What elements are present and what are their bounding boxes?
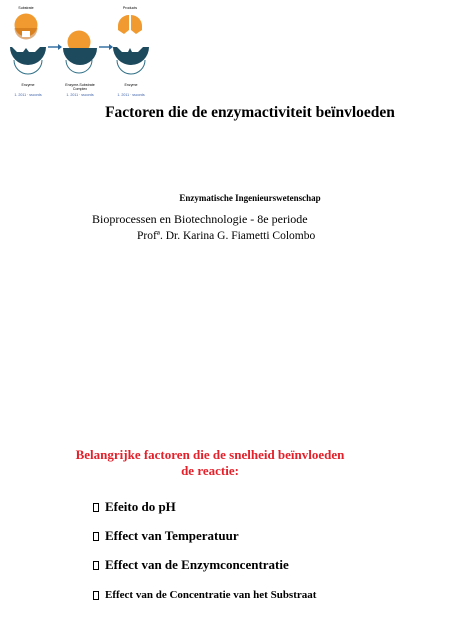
square-bullet-icon [93, 591, 99, 600]
factor-label: Effect van de Concentratie van het Substraat [105, 589, 317, 601]
enzyme-substrate-diagram [0, 0, 160, 104]
factor-item [93, 589, 316, 601]
stage-complex [63, 31, 97, 98]
label-enzyme-right: Enzyme [124, 83, 138, 87]
label-substrate: Substrate [18, 6, 34, 10]
label-enzyme-left: Enzyme [21, 83, 35, 87]
stage-substrate [15, 6, 38, 40]
square-bullet-icon [93, 532, 99, 541]
arrow-right-icon [48, 44, 62, 50]
stage-enzyme-left [10, 47, 46, 97]
factors-heading-line1: Belangrijke factoren die de snelheid beïnvloeden [75, 447, 345, 462]
enzyme-shape [113, 47, 149, 65]
factor-label: Effect van de Enzymconcentratie [105, 557, 289, 572]
factor-label: Efeito do pH [105, 499, 176, 514]
stage-products [113, 6, 149, 97]
factors-heading-line2: de reactie: [181, 463, 239, 478]
square-bullet-icon [93, 561, 99, 570]
caption-right: 1. 2011 · sscords [117, 93, 145, 97]
enzyme-shape [10, 47, 46, 65]
course-name: Bioprocessen en Biotechnologie - 8e periode [92, 212, 308, 226]
page-title: Factoren die de enzymactiviteit beïnvloeden [105, 104, 395, 121]
label-complex-sub: Complex [72, 87, 88, 91]
caption-left: 1. 2011 · sscords [14, 93, 42, 97]
label-products: Products [122, 6, 138, 10]
product-shape [118, 15, 129, 34]
diagram-illustration [0, 0, 160, 104]
professor-name: Profª. Dr. Karina G. Fiametti Colombo [137, 230, 316, 242]
arrow-right-icon [99, 44, 113, 50]
factor-item [93, 557, 289, 573]
factor-label: Effect van Temperatuur [105, 528, 239, 543]
factor-item [93, 528, 239, 544]
label-complex: Enzyme-Substrate [65, 83, 95, 87]
product-shape [131, 15, 142, 34]
square-bullet-icon [93, 503, 99, 512]
factors-heading [0, 447, 420, 479]
course-subtitle: Enzymatische Ingenieurswetenschap [179, 193, 321, 203]
caption-middle: 1. 2011 · sscords [66, 93, 94, 97]
factor-item [93, 499, 176, 515]
